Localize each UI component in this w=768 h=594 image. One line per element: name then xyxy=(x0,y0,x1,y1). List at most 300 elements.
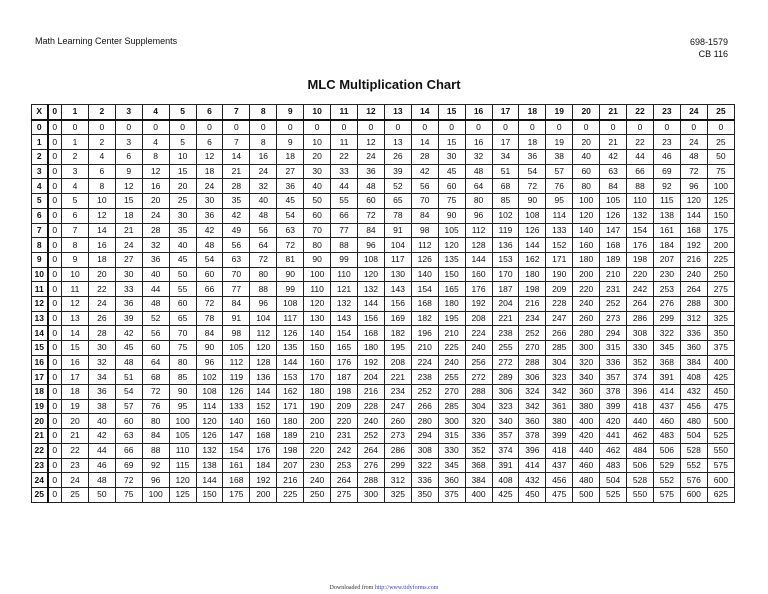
product-cell: 18 xyxy=(277,150,304,165)
product-cell: 25 xyxy=(62,487,89,502)
product-cell: 14 xyxy=(223,150,250,165)
product-cell: 32 xyxy=(465,150,492,165)
product-cell: 128 xyxy=(465,238,492,253)
product-cell: 66 xyxy=(115,443,142,458)
product-cell: 299 xyxy=(384,458,411,473)
product-cell: 480 xyxy=(573,473,600,488)
product-cell: 12 xyxy=(115,179,142,194)
row-header-cell: 23 xyxy=(32,458,48,473)
product-cell: 0 xyxy=(48,208,62,223)
product-cell: 180 xyxy=(438,296,465,311)
product-cell: 60 xyxy=(169,296,196,311)
product-cell: 170 xyxy=(304,370,331,385)
product-cell: 240 xyxy=(357,414,384,429)
product-cell: 8 xyxy=(88,179,115,194)
product-cell: 187 xyxy=(492,282,519,297)
product-cell: 36 xyxy=(142,252,169,267)
product-cell: 168 xyxy=(680,223,707,238)
product-cell: 39 xyxy=(384,164,411,179)
product-cell: 380 xyxy=(573,399,600,414)
product-cell: 374 xyxy=(492,443,519,458)
product-cell: 108 xyxy=(357,252,384,267)
product-cell: 207 xyxy=(277,458,304,473)
product-cell: 70 xyxy=(169,326,196,341)
product-cell: 322 xyxy=(411,458,438,473)
product-cell: 77 xyxy=(223,282,250,297)
product-cell: 432 xyxy=(680,385,707,400)
product-cell: 28 xyxy=(88,326,115,341)
product-cell: 126 xyxy=(196,429,223,444)
product-cell: 121 xyxy=(331,282,358,297)
product-cell: 0 xyxy=(48,399,62,414)
row-header-cell: 10 xyxy=(32,267,48,282)
product-cell: 12 xyxy=(357,135,384,150)
product-cell: 336 xyxy=(680,326,707,341)
column-header-cell: 14 xyxy=(411,105,438,120)
product-cell: 238 xyxy=(492,326,519,341)
product-cell: 255 xyxy=(438,370,465,385)
product-cell: 0 xyxy=(115,120,142,135)
product-cell: 253 xyxy=(331,458,358,473)
product-cell: 56 xyxy=(223,238,250,253)
product-cell: 96 xyxy=(142,473,169,488)
product-cell: 216 xyxy=(519,296,546,311)
product-cell: 160 xyxy=(304,355,331,370)
product-cell: 48 xyxy=(88,473,115,488)
product-cell: 32 xyxy=(88,355,115,370)
product-cell: 209 xyxy=(331,399,358,414)
product-cell: 110 xyxy=(304,282,331,297)
product-cell: 504 xyxy=(600,473,627,488)
product-cell: 75 xyxy=(438,194,465,209)
product-cell: 22 xyxy=(331,150,358,165)
product-cell: 42 xyxy=(88,429,115,444)
product-cell: 506 xyxy=(653,443,680,458)
product-cell: 441 xyxy=(600,429,627,444)
product-cell: 272 xyxy=(492,355,519,370)
product-cell: 30 xyxy=(438,150,465,165)
product-cell: 330 xyxy=(438,443,465,458)
product-cell: 78 xyxy=(384,208,411,223)
product-cell: 375 xyxy=(707,341,734,356)
product-cell: 210 xyxy=(438,326,465,341)
product-cell: 100 xyxy=(142,487,169,502)
product-cell: 432 xyxy=(519,473,546,488)
product-cell: 0 xyxy=(48,355,62,370)
product-cell: 228 xyxy=(357,399,384,414)
product-cell: 36 xyxy=(357,164,384,179)
row-header-cell: 5 xyxy=(32,194,48,209)
product-cell: 475 xyxy=(546,487,573,502)
row-header-cell: 9 xyxy=(32,252,48,267)
product-cell: 300 xyxy=(707,296,734,311)
product-cell: 21 xyxy=(223,164,250,179)
product-cell: 308 xyxy=(411,443,438,458)
product-cell: 138 xyxy=(653,208,680,223)
product-cell: 255 xyxy=(492,341,519,356)
product-cell: 200 xyxy=(573,267,600,282)
product-cell: 64 xyxy=(142,355,169,370)
row-header-cell: 18 xyxy=(32,385,48,400)
product-cell: 24 xyxy=(62,473,89,488)
product-cell: 102 xyxy=(196,370,223,385)
product-cell: 51 xyxy=(115,370,142,385)
product-cell: 360 xyxy=(573,385,600,400)
row-header-cell: 12 xyxy=(32,296,48,311)
product-cell: 108 xyxy=(519,208,546,223)
product-cell: 125 xyxy=(707,194,734,209)
product-cell: 264 xyxy=(627,296,654,311)
product-cell: 6 xyxy=(196,135,223,150)
product-cell: 150 xyxy=(707,208,734,223)
product-cell: 180 xyxy=(573,252,600,267)
row-header-cell: 11 xyxy=(32,282,48,297)
product-cell: 300 xyxy=(573,341,600,356)
product-cell: 56 xyxy=(411,179,438,194)
product-cell: 208 xyxy=(465,311,492,326)
product-cell: 171 xyxy=(546,252,573,267)
product-cell: 552 xyxy=(680,458,707,473)
organization-name: Math Learning Center Supplements xyxy=(35,36,178,46)
product-cell: 289 xyxy=(492,370,519,385)
product-cell: 0 xyxy=(48,120,62,135)
product-cell: 484 xyxy=(627,443,654,458)
product-cell: 120 xyxy=(357,267,384,282)
product-cell: 144 xyxy=(465,252,492,267)
product-cell: 110 xyxy=(169,443,196,458)
product-cell: 352 xyxy=(627,355,654,370)
column-header-cell: 24 xyxy=(680,105,707,120)
row-header-cell: 19 xyxy=(32,399,48,414)
product-cell: 0 xyxy=(627,120,654,135)
product-cell: 72 xyxy=(357,208,384,223)
product-cell: 238 xyxy=(411,370,438,385)
row-header-cell: 24 xyxy=(32,473,48,488)
product-cell: 48 xyxy=(142,296,169,311)
product-cell: 66 xyxy=(331,208,358,223)
product-cell: 0 xyxy=(48,414,62,429)
product-cell: 320 xyxy=(465,414,492,429)
product-cell: 132 xyxy=(357,282,384,297)
product-cell: 273 xyxy=(600,311,627,326)
product-cell: 10 xyxy=(88,194,115,209)
product-cell: 95 xyxy=(546,194,573,209)
column-header-cell: 5 xyxy=(169,105,196,120)
product-cell: 17 xyxy=(62,370,89,385)
product-cell: 378 xyxy=(600,385,627,400)
product-cell: 143 xyxy=(331,311,358,326)
product-cell: 144 xyxy=(277,355,304,370)
product-cell: 70 xyxy=(411,194,438,209)
product-cell: 88 xyxy=(142,443,169,458)
product-cell: 90 xyxy=(304,252,331,267)
product-cell: 102 xyxy=(492,208,519,223)
product-cell: 418 xyxy=(627,399,654,414)
product-cell: 253 xyxy=(653,282,680,297)
product-cell: 85 xyxy=(492,194,519,209)
product-cell: 294 xyxy=(600,326,627,341)
product-cell: 252 xyxy=(519,326,546,341)
row-header-cell: 2 xyxy=(32,150,48,165)
row-header-cell: 15 xyxy=(32,341,48,356)
product-cell: 135 xyxy=(438,252,465,267)
product-cell: 21 xyxy=(115,223,142,238)
product-cell: 24 xyxy=(680,135,707,150)
product-cell: 192 xyxy=(357,355,384,370)
product-cell: 56 xyxy=(142,326,169,341)
table-row xyxy=(32,267,735,282)
product-cell: 384 xyxy=(465,473,492,488)
product-cell: 230 xyxy=(304,458,331,473)
table-row xyxy=(32,120,735,135)
product-cell: 168 xyxy=(250,429,277,444)
table-row xyxy=(32,458,735,473)
product-cell: 12 xyxy=(142,164,169,179)
product-cell: 54 xyxy=(196,252,223,267)
product-cell: 216 xyxy=(680,252,707,267)
product-cell: 180 xyxy=(357,341,384,356)
product-cell: 19 xyxy=(546,135,573,150)
product-cell: 168 xyxy=(600,238,627,253)
product-cell: 12 xyxy=(196,150,223,165)
product-cell: 0 xyxy=(519,120,546,135)
product-cell: 112 xyxy=(250,326,277,341)
product-cell: 27 xyxy=(115,252,142,267)
product-cell: 170 xyxy=(492,267,519,282)
column-header-cell: 10 xyxy=(304,105,331,120)
product-cell: 6 xyxy=(62,208,89,223)
product-cell: 153 xyxy=(492,252,519,267)
product-cell: 0 xyxy=(169,120,196,135)
product-cell: 280 xyxy=(411,414,438,429)
product-cell: 450 xyxy=(707,385,734,400)
product-cell: 126 xyxy=(277,326,304,341)
product-cell: 88 xyxy=(627,179,654,194)
product-cell: 0 xyxy=(48,370,62,385)
product-cell: 2 xyxy=(62,150,89,165)
product-cell: 147 xyxy=(600,223,627,238)
product-cell: 2 xyxy=(88,135,115,150)
product-cell: 40 xyxy=(304,179,331,194)
product-cell: 72 xyxy=(277,238,304,253)
product-cell: 0 xyxy=(600,120,627,135)
product-cell: 0 xyxy=(48,385,62,400)
product-cell: 176 xyxy=(331,355,358,370)
product-cell: 357 xyxy=(492,429,519,444)
product-cell: 80 xyxy=(465,194,492,209)
product-cell: 198 xyxy=(277,443,304,458)
product-cell: 285 xyxy=(546,341,573,356)
product-cell: 11 xyxy=(331,135,358,150)
product-cell: 96 xyxy=(357,238,384,253)
product-cell: 375 xyxy=(438,487,465,502)
product-cell: 55 xyxy=(331,194,358,209)
product-cell: 304 xyxy=(546,355,573,370)
product-cell: 330 xyxy=(627,341,654,356)
product-cell: 54 xyxy=(115,385,142,400)
product-cell: 40 xyxy=(573,150,600,165)
product-cell: 75 xyxy=(169,341,196,356)
product-cell: 361 xyxy=(546,399,573,414)
product-cell: 16 xyxy=(465,135,492,150)
product-cell: 45 xyxy=(277,194,304,209)
product-cell: 336 xyxy=(411,473,438,488)
footer-link[interactable]: http://www.tidyforms.com xyxy=(374,585,439,591)
product-cell: 24 xyxy=(357,150,384,165)
product-cell: 325 xyxy=(707,311,734,326)
table-row xyxy=(32,282,735,297)
product-cell: 80 xyxy=(142,414,169,429)
table-header-row xyxy=(32,105,735,120)
product-cell: 144 xyxy=(196,473,223,488)
product-cell: 84 xyxy=(223,296,250,311)
product-cell: 384 xyxy=(680,355,707,370)
product-cell: 264 xyxy=(331,473,358,488)
product-cell: 144 xyxy=(357,296,384,311)
product-cell: 128 xyxy=(250,355,277,370)
product-cell: 250 xyxy=(707,267,734,282)
product-cell: 10 xyxy=(304,135,331,150)
row-header-cell: 1 xyxy=(32,135,48,150)
product-cell: 399 xyxy=(600,399,627,414)
product-cell: 115 xyxy=(169,458,196,473)
product-cell: 13 xyxy=(62,311,89,326)
product-cell: 266 xyxy=(546,326,573,341)
product-cell: 75 xyxy=(707,164,734,179)
product-cell: 84 xyxy=(600,179,627,194)
product-cell: 16 xyxy=(142,179,169,194)
product-cell: 0 xyxy=(48,341,62,356)
product-cell: 176 xyxy=(627,238,654,253)
table-row xyxy=(32,341,735,356)
product-cell: 52 xyxy=(142,311,169,326)
product-cell: 114 xyxy=(196,399,223,414)
product-cell: 150 xyxy=(304,341,331,356)
product-cell: 48 xyxy=(465,164,492,179)
product-cell: 72 xyxy=(196,296,223,311)
row-header-cell: 4 xyxy=(32,179,48,194)
product-cell: 252 xyxy=(600,296,627,311)
product-cell: 425 xyxy=(492,487,519,502)
product-cell: 204 xyxy=(357,370,384,385)
product-cell: 20 xyxy=(304,150,331,165)
product-cell: 60 xyxy=(573,164,600,179)
product-cell: 12 xyxy=(62,296,89,311)
product-cell: 132 xyxy=(627,208,654,223)
product-cell: 152 xyxy=(250,399,277,414)
product-cell: 440 xyxy=(627,414,654,429)
product-cell: 88 xyxy=(331,238,358,253)
product-cell: 396 xyxy=(519,443,546,458)
row-header-cell: 13 xyxy=(32,311,48,326)
product-cell: 169 xyxy=(384,311,411,326)
product-cell: 165 xyxy=(438,282,465,297)
product-cell: 112 xyxy=(465,223,492,238)
product-cell: 552 xyxy=(653,473,680,488)
product-cell: 276 xyxy=(357,458,384,473)
product-cell: 264 xyxy=(680,282,707,297)
product-cell: 360 xyxy=(438,473,465,488)
product-cell: 50 xyxy=(88,487,115,502)
product-cell: 0 xyxy=(48,238,62,253)
product-cell: 224 xyxy=(465,326,492,341)
product-cell: 14 xyxy=(62,326,89,341)
product-cell: 550 xyxy=(707,443,734,458)
product-cell: 16 xyxy=(62,355,89,370)
product-cell: 234 xyxy=(519,311,546,326)
product-cell: 400 xyxy=(707,355,734,370)
table-row xyxy=(32,414,735,429)
product-cell: 60 xyxy=(115,414,142,429)
product-cell: 273 xyxy=(384,429,411,444)
product-cell: 136 xyxy=(250,370,277,385)
product-cell: 46 xyxy=(653,150,680,165)
product-cell: 133 xyxy=(546,223,573,238)
product-cell: 80 xyxy=(169,355,196,370)
row-header-cell: 3 xyxy=(32,164,48,179)
product-cell: 24 xyxy=(88,296,115,311)
product-cell: 91 xyxy=(384,223,411,238)
product-cell: 72 xyxy=(142,385,169,400)
product-cell: 161 xyxy=(223,458,250,473)
product-cell: 21 xyxy=(600,135,627,150)
column-header-cell: 3 xyxy=(115,105,142,120)
product-cell: 91 xyxy=(223,311,250,326)
product-cell: 99 xyxy=(331,252,358,267)
product-cell: 210 xyxy=(411,341,438,356)
product-cell: 14 xyxy=(411,135,438,150)
product-cell: 152 xyxy=(546,238,573,253)
product-cell: 368 xyxy=(653,355,680,370)
product-cell: 140 xyxy=(223,414,250,429)
product-cell: 54 xyxy=(277,208,304,223)
product-cell: 54 xyxy=(519,164,546,179)
product-cell: 275 xyxy=(331,487,358,502)
table-row xyxy=(32,194,735,209)
product-cell: 184 xyxy=(653,238,680,253)
product-cell: 75 xyxy=(115,487,142,502)
product-cell: 42 xyxy=(411,164,438,179)
product-cell: 483 xyxy=(600,458,627,473)
product-cell: 1 xyxy=(62,135,89,150)
product-cell: 528 xyxy=(680,443,707,458)
product-cell: 0 xyxy=(48,311,62,326)
product-cell: 160 xyxy=(573,238,600,253)
product-cell: 126 xyxy=(411,252,438,267)
product-cell: 408 xyxy=(680,370,707,385)
row-header-cell: 25 xyxy=(32,487,48,502)
product-cell: 0 xyxy=(48,282,62,297)
product-cell: 9 xyxy=(277,135,304,150)
product-cell: 96 xyxy=(465,208,492,223)
row-header-cell: 8 xyxy=(32,238,48,253)
product-cell: 0 xyxy=(48,296,62,311)
product-cell: 90 xyxy=(169,385,196,400)
table-row xyxy=(32,238,735,253)
product-cell: 30 xyxy=(196,194,223,209)
table-row xyxy=(32,164,735,179)
product-cell: 256 xyxy=(465,355,492,370)
product-cell: 143 xyxy=(384,282,411,297)
product-cell: 24 xyxy=(196,179,223,194)
product-cell: 42 xyxy=(223,208,250,223)
table-row xyxy=(32,326,735,341)
product-cell: 275 xyxy=(707,282,734,297)
product-cell: 100 xyxy=(169,414,196,429)
product-cell: 200 xyxy=(707,238,734,253)
product-cell: 12 xyxy=(88,208,115,223)
product-cell: 23 xyxy=(653,135,680,150)
